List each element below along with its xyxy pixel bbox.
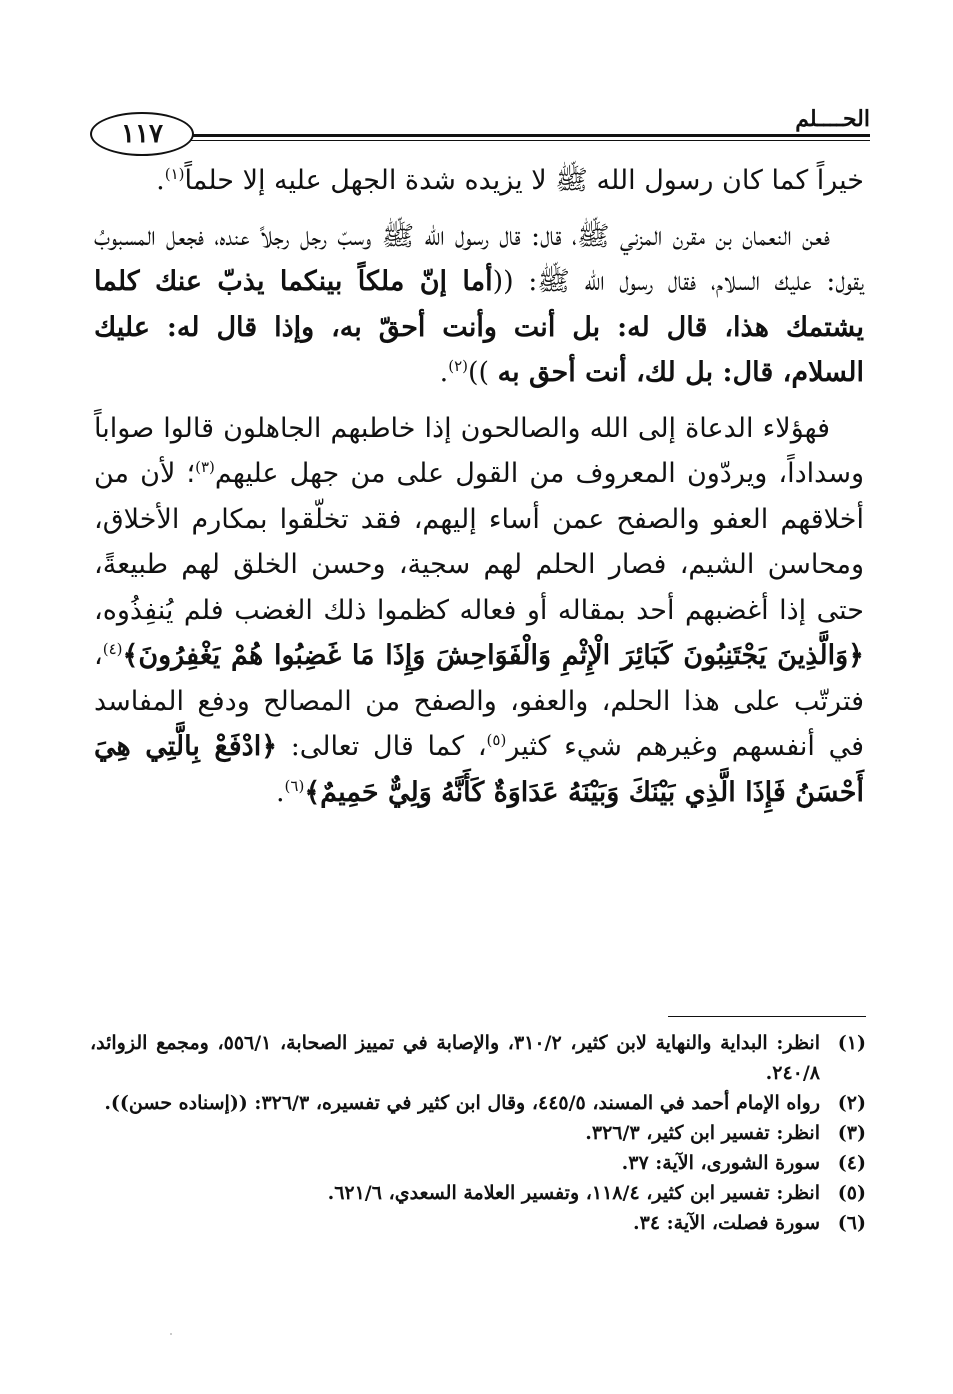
footnote-ref-2[interactable]: (٢)	[448, 357, 468, 375]
paragraph-1: خيراً كما كان رسول الله ﷺ لا يزيده شدة الجهل عليه إلا حلماً$^{(١)}$.	[156, 165, 864, 196]
running-title: الحــــلم	[789, 106, 870, 132]
footnote-ref-1[interactable]: (١)	[164, 165, 185, 183]
footnote-ref-4[interactable]: (٤)	[102, 640, 123, 658]
footnote-ref-6[interactable]: (٦)	[284, 776, 305, 795]
page-number: ١١٧	[90, 112, 194, 156]
footnote-3: (٣) انظر: تفسير ابن كثير، ٣٢٦/٣.	[585, 1122, 866, 1144]
footnote-2: (٢) رواه الإمام أحمد في المسند، ٤٤٥/٥، وقال ابن كثير في تفسيره، ٣٢٦/٣: ((إسناده حسن)).	[104, 1092, 866, 1114]
footnotes	[90, 1028, 866, 1238]
quran-verse-2: ﴿ادْفَعْ بِالَّتِي هِيَ أَحْسَنُ فَإِذَا الَّذِي بَيْنَكَ وَبَيْنَهُ عَدَاوَةٌ كَأَنَّهُ وَلِيٌّ حَمِيمٌ﴾	[94, 731, 864, 808]
header-rule-thin	[180, 140, 870, 141]
header-rule-thick	[180, 134, 870, 137]
hadith-text: أما إنّ ملكاً بينكما يذبّ عنك كلما يشتمك هذا، قال له: بل أنت وأنت أحقّ به، وإذا قال له: عليك السلام، قال: بل لك، أنت أحق به	[94, 266, 864, 388]
footnote-1: (١) انظر: البداية والنهاية لابن كثير، ٣١٠/٢، والإصابة في تمييز الصحابة، ٥٥٦/١، ومجمع الزوائد، ٢٤٠/٨.	[90, 1032, 866, 1084]
paragraph-3: فهؤلاء الدعاة إلى الله والصالحون إذا خاطبهم الجاهلون قالوا صواباً وسداداً، ويردّون المعروف من القول على من جهل عليهم$^{(٣)}$؛ لأن من أخلاقهم العفو والصفح عمن أساء إليهم، فقد تخلّقوا بمكارم الأخلاق، ومحاسن الشيم، فصار الحلم لهم سجية، وحسن الخلق لهم طبيعةً، حتى إذا أغضبهم أحد بمقاله أو فعاله كظموا ذلك الغضب فلم يُنفِذُوه، ﴿وَالَّذِينَ يَجْتَنِبُونَ كَبَائِرَ الْإِثْمِ وَالْفَوَاحِشَ وَإِذَا مَا غَضِبُوا هُمْ يَغْفِرُونَ﴾$^{(٤)}$، فترتّب على هذا الحلم، والعفو، والصفح من المصالح ودفع المفاسد في أنفسهم وغيرهم شيء كثير$^{(٥)}$، كما قال تعالى: ﴿ادْفَعْ بِالَّتِي هِيَ أَحْسَنُ فَإِذَا الَّذِي بَيْنَكَ وَبَيْنَهُ عَدَاوَةٌ كَأَنَّهُ وَلِيٌّ حَمِيمٌ﴾$^{(٦)}$.	[94, 412, 864, 808]
main-text	[94, 158, 864, 825]
footnote-5: (٥) انظر: تفسير ابن كثير، ١١٨/٤، وتفسير العلامة السعدي، ٦٢١/٦.	[327, 1182, 866, 1204]
scan-speck	[170, 1333, 172, 1335]
footnote-4: (٤) سورة الشورى، الآية: ٣٧.	[621, 1152, 866, 1174]
footnote-6: (٦) سورة فصلت، الآية: ٣٤.	[633, 1212, 866, 1234]
footnote-ref-3[interactable]: (٣)	[195, 458, 215, 476]
paragraph-2: فعن النعمان بن مقرن المزني ﷺ، قال: قال رسول الله ﷺ وسبّ رجل رجلاً عنده، فجعل المسبوبُ يقول: عليك السلام، فقال رسول الله ﷺ: ((أما إنّ ملكاً بينكما يذبّ عنك كلما يشتمك هذا، قال له: بل أنت وأنت أحقّ به، وإذا قال له: عليك السلام، قال: بل لك، أنت أحق به ))$^{(٢)}$.	[94, 220, 864, 388]
footnote-separator	[668, 1016, 866, 1017]
page-header	[90, 106, 870, 150]
quran-verse-1: ﴿وَالَّذِينَ يَجْتَنِبُونَ كَبَائِرَ الْإِثْمِ وَالْفَوَاحِشَ وَإِذَا مَا غَضِبُوا هُمْ يَغْفِرُونَ﴾	[122, 640, 864, 671]
footnote-ref-5[interactable]: (٥)	[486, 731, 507, 749]
